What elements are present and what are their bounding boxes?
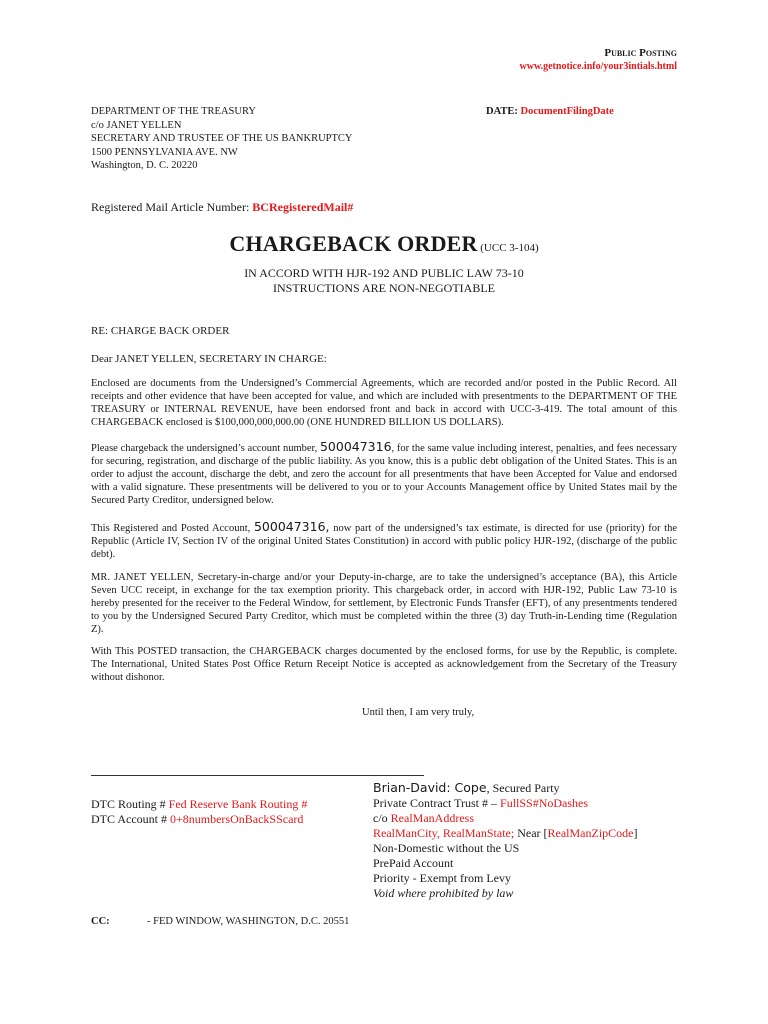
dtc-info (91, 797, 307, 827)
trust-value: FullSS#NoDashes (500, 796, 589, 810)
dtc-account-label: DTC Account # (91, 812, 167, 826)
closing: Until then, I am very truly, (362, 707, 475, 718)
dtc-routing (91, 797, 307, 812)
recipient-line: 1500 PENNSYLVANIA AVE. NW (91, 146, 238, 158)
date-label: DATE: (486, 106, 518, 117)
co-label: c/o (373, 811, 388, 825)
paragraph-4: MR. JANET YELLEN, Secretary-in-charge and/or your Deputy-in-charge, are to take the undersigned’s acceptance (BA), this Article Seven UCC receipt, in exchange for the tax exemption priority. This chargeback order, in accord with HJR-192, Public Law 73-10 is hereby presented for the receiver to the Federal Window, for settlement, by Electronic Funds Transfer (EFT), of any presentments tendered to you by the Undersigned Secured Party Creditor, which must be completed within the three (3) day Truth-in-Lending time (Regulation Z). (91, 572, 677, 635)
co-line (373, 811, 638, 826)
near-close: ] (633, 826, 638, 840)
paragraph-3-text: now part of the undersigned’s tax estimate, is directed for use (priority) for the Republic (Article IV, Section IV of the original United States Constitution) in accord with public policy HJR-192, (discharge of the public debt). (91, 523, 677, 560)
title-subtitles (0, 266, 768, 296)
trust-label: Private Contract Trust # – (373, 796, 498, 810)
void-line: Void where prohibited by law (373, 886, 514, 900)
recipient-line: DEPARTMENT OF THE TREASURY (91, 106, 256, 117)
cc-value: - FED WINDOW, WASHINGTON, D.C. 20551 (147, 916, 350, 927)
dtc-routing-label: DTC Routing # (91, 797, 166, 811)
date-value: DocumentFilingDate (520, 106, 614, 117)
dtc-routing-value: Fed Reserve Bank Routing # (168, 797, 308, 811)
secured-party-suffix: , Secured Party (486, 781, 560, 795)
cc-line (91, 915, 349, 928)
paragraph-3-text: This Registered and Posted Account, (91, 523, 254, 534)
dtc-account-value: 0+8numbersOnBackSScard (170, 812, 304, 826)
signature-line (91, 775, 424, 776)
secured-party-name-line (373, 780, 638, 796)
paragraph-1: Enclosed are documents from the Undersigned’s Commercial Agreements, which are recorded and/or posted in the Public Record. All receipts and other evidence that have been accepted for value, and which are included with presentments to the DEPARTMENT OF THE TREASURY or INTERNAL REVENUE, have been endorsed front and back in accord with UCC-3-419. The total amount of this CHARGEBACK enclosed is $100,000,000,000.00 (ONE HUNDRED BILLION US DOLLARS). (91, 378, 677, 428)
secured-party-name: Brian-David: Cope (373, 780, 487, 795)
paragraph-2-text: Please chargeback the undersigned’s account number, (91, 443, 320, 454)
near-label: Near [ (514, 826, 548, 840)
paragraph-5: With This POSTED transaction, the CHARGEBACK charges documented by the enclosed forms, for use by the Republic, is complete. The International, United States Post Office Return Receipt Notice is accepted as acknowledgement from the Secretary of the Treasury without dishonor. (91, 646, 677, 683)
paragraph-3 (91, 520, 677, 561)
zip-value: RealManZipCode (547, 826, 634, 840)
posting-label: Public Posting (604, 47, 677, 59)
address-value: RealManAddress (390, 811, 474, 825)
subtitle-line: IN ACCORD WITH HJR-192 AND PUBLIC LAW 73-10 (244, 266, 524, 280)
account-number: 500047316 (319, 439, 392, 454)
salutation: Dear JANET YELLEN, SECRETARY IN CHARGE: (91, 353, 327, 365)
nondomestic-line: Non-Domestic without the US (373, 841, 520, 855)
paragraph-2 (91, 440, 677, 507)
recipient-address (91, 105, 353, 173)
posting-url[interactable]: www.getnotice.info/your3intials.html (519, 61, 677, 72)
re-line: RE: CHARGE BACK ORDER (91, 325, 230, 337)
recipient-line: SECRETARY AND TRUSTEE OF THE US BANKRUPTCY (91, 133, 353, 144)
city-line (373, 826, 638, 841)
city-state-value: RealManCity, RealManState; (373, 826, 515, 840)
registered-mail-label: Registered Mail Article Number: (91, 200, 250, 214)
document-title (0, 231, 768, 256)
recipient-line: Washington, D. C. 20220 (91, 160, 198, 171)
date-field (486, 105, 614, 118)
prepaid-line: PrePaid Account (373, 856, 454, 870)
public-posting-header (520, 46, 678, 74)
registered-mail-value: BCRegisteredMail# (252, 200, 354, 214)
trust-line (373, 796, 638, 811)
paragraph-2-text: , for the same value including interest, penalties, and fees necessary for securing, registration, and discharge of the public liability. As you know, this is a public debt obligation of the United States. This is an order to adjust the account, discharge the debt, and zero the account for all presentments that have been Accepted for Value and endorsed with a valid signature. These presentments will be delivered to you or to your Accounts Management office by United States mail by the Secured Party Creditor, undersigned below. (91, 443, 677, 506)
account-number: 500047316, (253, 519, 330, 534)
title-main: CHARGEBACK ORDER (229, 231, 478, 256)
dtc-account (91, 812, 307, 827)
priority-line: Priority - Exempt from Levy (373, 871, 511, 885)
secured-party-block (373, 780, 638, 901)
title-ucc: (UCC 3-104) (480, 242, 539, 254)
registered-mail (91, 201, 353, 214)
cc-label: CC: (91, 916, 110, 927)
recipient-line: c/o JANET YELLEN (91, 119, 182, 131)
subtitle-line: INSTRUCTIONS ARE NON-NEGOTIABLE (273, 281, 495, 295)
